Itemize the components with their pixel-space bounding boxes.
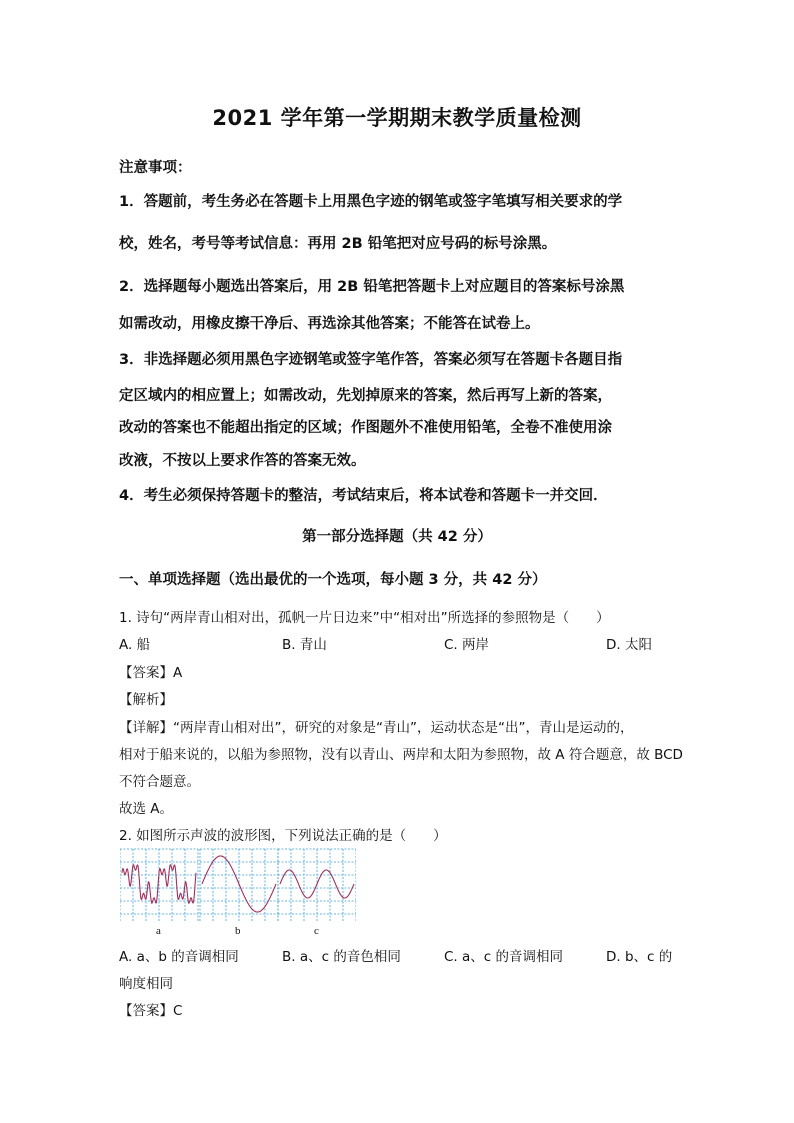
question-1-stem: 1. 诗句“两岸青山相对出，孤帆一片日边来”中“相对出”所选择的参照物是（ ） <box>119 610 610 626</box>
question-1-option-d: D. 太阳 <box>606 637 652 653</box>
question-2-answer: 【答案】C <box>119 1003 183 1019</box>
notice-line: 改液，不按以上要求作答的答案无效。 <box>119 453 366 469</box>
waveform-curves <box>122 856 354 912</box>
page-title: 2021 学年第一学期期末教学质量检测 <box>212 106 582 130</box>
notice-line: 改动的答案也不能超出指定的区域；作图题外不准使用铅笔，全卷不准使用涂 <box>119 420 612 436</box>
question-2-option-d-continued: 响度相同 <box>119 976 173 992</box>
question-1-option-c: C. 两岸 <box>444 637 490 653</box>
question-1-option-b: B. 青山 <box>282 637 327 653</box>
question-1-detail-line: 相对于船来说的，以船为参照物，没有以青山、两岸和太阳为参照物，故 A 符合题意，故 BCD <box>119 747 683 763</box>
wave-label-b: b <box>235 925 241 937</box>
question-1-detail-line: 不符合题意。 <box>119 774 200 790</box>
notice-line: 校，姓名，考号等考试信息：再用 2B 铅笔把对应号码的标号涂黑。 <box>119 236 557 252</box>
notice-line: 定区域内的相应置上；如需改动，先划掉原来的答案，然后再写上新的答案， <box>119 388 612 404</box>
notice-line: 4．考生必须保持答题卡的整洁，考试结束后，将本试卷和答题卡一并交回． <box>119 488 608 504</box>
question-2-option-a: A. a、b 的音调相同 <box>119 949 239 965</box>
notice-line: 3．非选择题必须用黑色字迹钢笔或签字笔作答，答案必须写在答题卡各题目指 <box>119 352 623 368</box>
question-1-answer: 【答案】A <box>119 665 183 681</box>
question-2-option-c: C. a、c 的音调相同 <box>444 949 563 965</box>
waveform-figure <box>120 848 356 922</box>
question-2-option-d: D. b、c 的 <box>606 949 673 965</box>
waveform-grids <box>120 849 356 921</box>
wave-label-c: c <box>314 925 319 937</box>
question-1-option-a: A. 船 <box>119 637 151 653</box>
question-2-option-b: B. a、c 的音色相同 <box>282 949 401 965</box>
notice-heading: 注意事项： <box>119 160 192 176</box>
question-1-conclusion: 故选 A。 <box>119 801 174 817</box>
notice-line: 1．答题前，考生务必在答题卡上用黑色字迹的钢笔或签字笔填写相关要求的学 <box>119 194 623 210</box>
section-title: 一、单项选择题（选出最优的一个选项，每小题 3 分，共 42 分） <box>119 572 547 588</box>
wave-label-a: a <box>156 925 161 937</box>
question-1-analysis-label: 【解析】 <box>119 692 173 708</box>
notice-line: 2．选择题每小题选出答案后，用 2B 铅笔把答题卡上对应题目的答案标号涂黑 <box>119 279 625 295</box>
question-2-stem: 2. 如图所示声波的波形图，下列说法正确的是（ ） <box>119 828 447 844</box>
question-1-detail-line: 【详解】“两岸青山相对出”，研究的对象是“青山”，运动状态是“出”，青山是运动的， <box>119 720 634 736</box>
part-title: 第一部分选择题（共 42 分） <box>302 529 492 545</box>
notice-line: 如需改动，用橡皮擦干净后、再选涂其他答案；不能答在试卷上。 <box>119 316 540 332</box>
